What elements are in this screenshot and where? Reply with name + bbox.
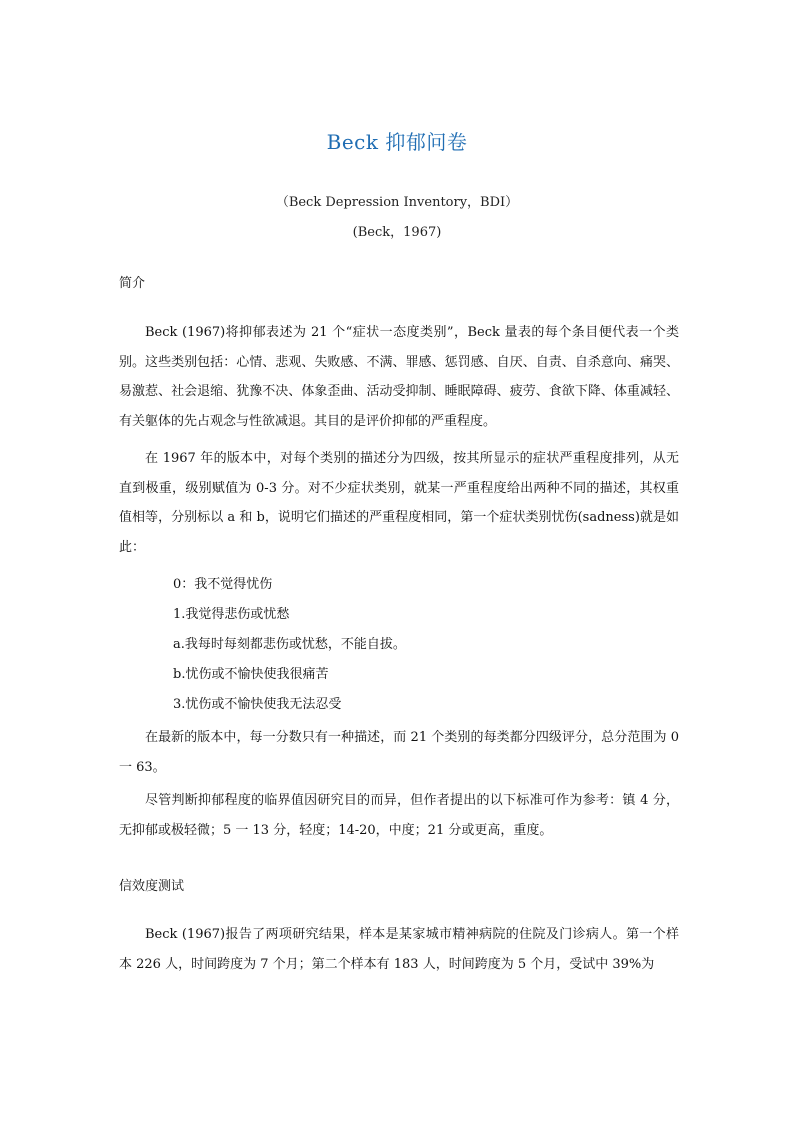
intro-paragraph-4: 尽管判断抑郁程度的临界值因研究目的而异，但作者提出的以下标准可作为参考：镇 4 分，无抑郁或极轻微；5 一 13 分，轻度；14-20，中度；21 分或更高，重度。: [119, 793, 679, 838]
example-item: 3.忧伤或不愉快使我无法忍受: [173, 697, 342, 712]
document-subtitle-english: （Beck Depression Inventory，BDI）: [275, 195, 519, 210]
intro-paragraph-1: Beck (1967)将抑郁表述为 21 个“症状一态度类别”，Beck 量表的每个条目便代表一个类别。这些类别包括：心情、悲观、失败感、不满、罪感、惩罚感、自厌、自责、自杀意向、痛哭、易激惹、社会退缩、犹豫不决、体象歪曲、活动受抑制、睡眠障碍、疲劳、食欲下降、体重减轻、有关躯体的先占观念与性欲减退。其目的是评价抑郁的严重程度。: [119, 325, 679, 429]
example-item: b.忧伤或不愉快使我很痛苦: [173, 667, 329, 682]
example-item: 1.我觉得悲伤或忧愁: [173, 607, 290, 622]
intro-paragraph-3: 在最新的版本中，每一分数只有一种描述，而 21 个类别的每类都分四级评分，总分范围为 0 一 63。: [119, 730, 679, 775]
validity-heading: 信效度测试: [119, 879, 185, 894]
document-subtitle-author: (Beck，1967): [352, 225, 442, 240]
intro-heading: 简介: [119, 276, 146, 291]
validity-paragraph-1: Beck (1967)报告了两项研究结果，样本是某家城市精神病院的住院及门诊病人。第一个样本 226 人，时间跨度为 7 个月；第二个样本有 183 人，时间跨度为 5 个月，受试中 39%为: [119, 927, 679, 972]
intro-paragraph-2: 在 1967 年的版本中，对每个类别的描述分为四级，按其所显示的症状严重程度排列，从无直到极重，级别赋值为 0-3 分。对不少症状类别，就某一严重程度给出两种不同的描述，其权重值相等，分别标以 a 和 b，说明它们描述的严重程度相同，第一个症状类别忧伤(sadness)就是如此：: [119, 451, 679, 555]
document-title: Beck 抑郁问卷: [326, 130, 468, 154]
example-item: 0：我不觉得忧伤: [173, 577, 273, 592]
example-item: a.我每时每刻都悲伤或忧愁，不能自拔。: [173, 637, 406, 652]
